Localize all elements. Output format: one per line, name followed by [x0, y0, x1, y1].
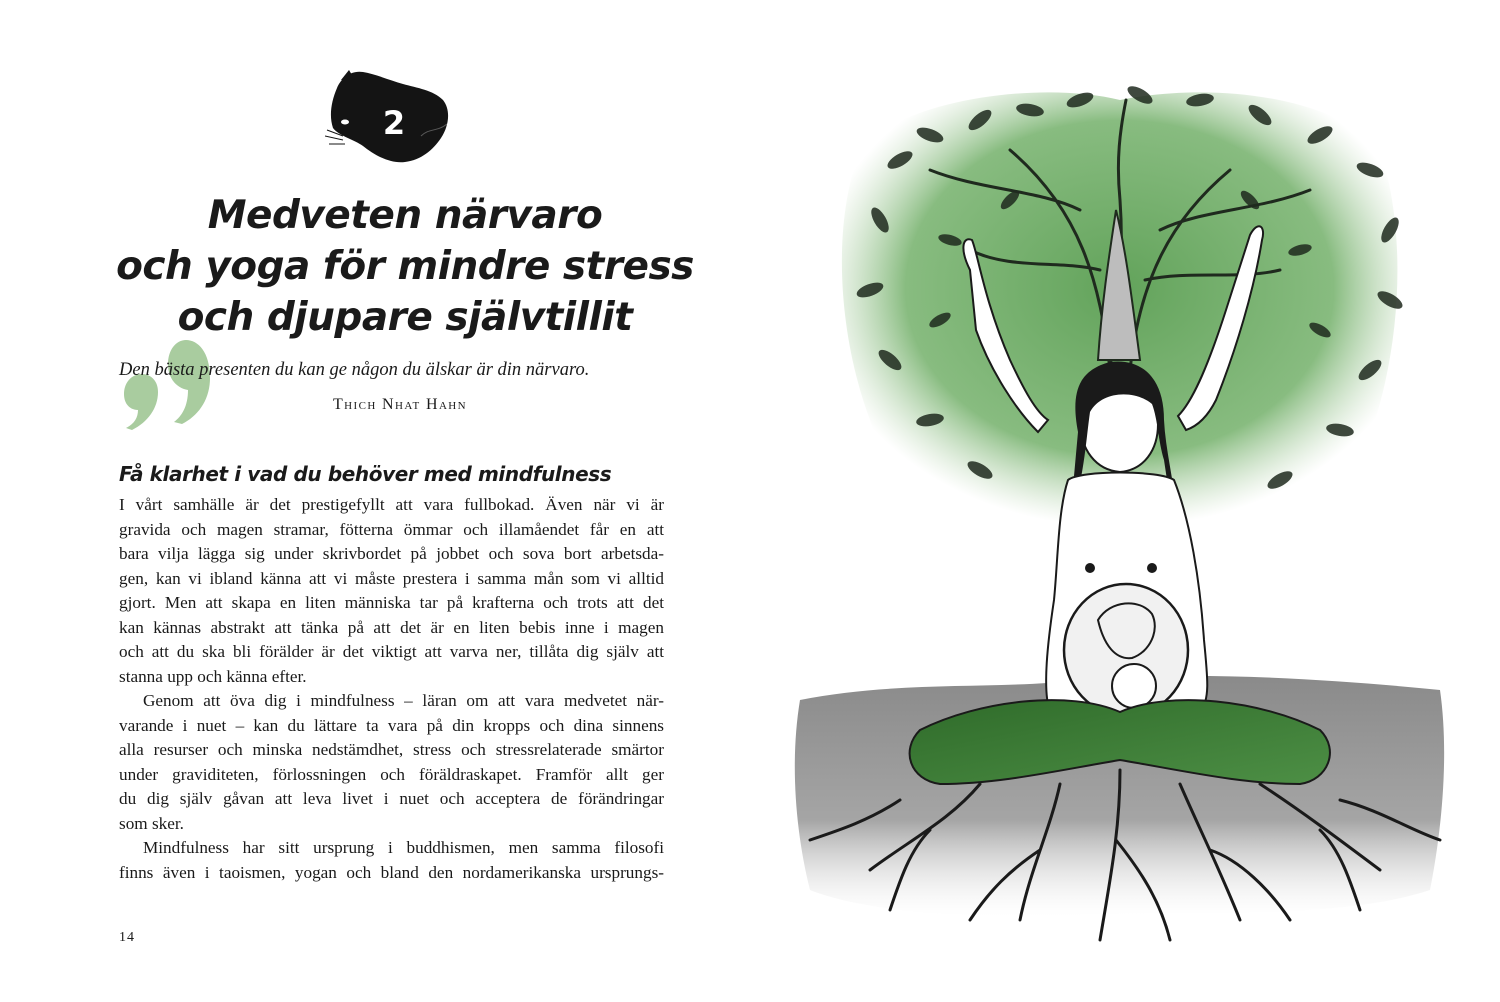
body-line: under graviditeten, förlossningen och föräldraskapet. Framför allt ger [119, 764, 664, 784]
body-line: gen, kan vi ibland känna att vi måste prestera i samma mån som vi alltid [119, 568, 664, 588]
closing-quote-icon [118, 338, 218, 430]
body-line: gravida och magen stramar, fötterna ömmar och illamåendet får en att [119, 519, 664, 539]
chapter-number: 2 [382, 104, 406, 142]
chapter-title-line: Medveten närvaro [207, 193, 603, 238]
body-line: I vårt samhälle är det prestigefyllt att vara fullbokad. Även när vi är [119, 495, 664, 514]
body-line: du dig själv gåvan att leva livet i nuet och acceptera de förändringar [119, 789, 664, 808]
chapter-title [110, 190, 700, 343]
body-line: som sker. [119, 813, 184, 833]
section-heading: Få klarhet i vad du behöver med mindfulness [119, 462, 612, 486]
body-line: varande i nuet – kan du lättare ta vara på din kropps och dina sinnens [119, 715, 664, 735]
epigraph-author: Thich Nhat Hahn [333, 396, 467, 413]
chapter-title-line: och yoga för mindre stress [116, 244, 694, 289]
body-line: alla resurser och minska nedstämdhet, stress och stressrelaterade smärtor [119, 740, 664, 759]
body-line: finns även i taoismen, yogan och bland den nordamerikanska ursprungs- [119, 862, 664, 882]
chapter-title-line: och djupare självtillit [177, 295, 633, 340]
body-line: bara vilja lägga sig under skrivbordet på jobbet och sova bort arbetsda- [119, 544, 664, 563]
epigraph-quote: Den bästa presenten du kan ge någon du älskar är din närvaro. [119, 360, 590, 380]
meditating-pregnant-woman-tree-illustration [780, 40, 1470, 960]
right-page [750, 0, 1500, 1002]
body-line: stanna upp och känna efter. [119, 666, 307, 686]
body-line: Genom att öva dig i mindfulness – läran om att vara medvetet när- [143, 691, 664, 710]
page-number: 14 [119, 930, 135, 945]
body-line: gjort. Men att skapa en liten människa tar på krafterna och trots att det [119, 593, 664, 612]
body-line: kan kännas abstrakt att tänka på att det är en liten bebis inne i magen [119, 617, 664, 637]
body-line: och att du ska bli förälder är det viktigt att varva ner, tillåta dig själv att [119, 642, 664, 661]
body-line: Mindfulness har sitt ursprung i buddhismen, men samma filosofi [143, 838, 664, 857]
